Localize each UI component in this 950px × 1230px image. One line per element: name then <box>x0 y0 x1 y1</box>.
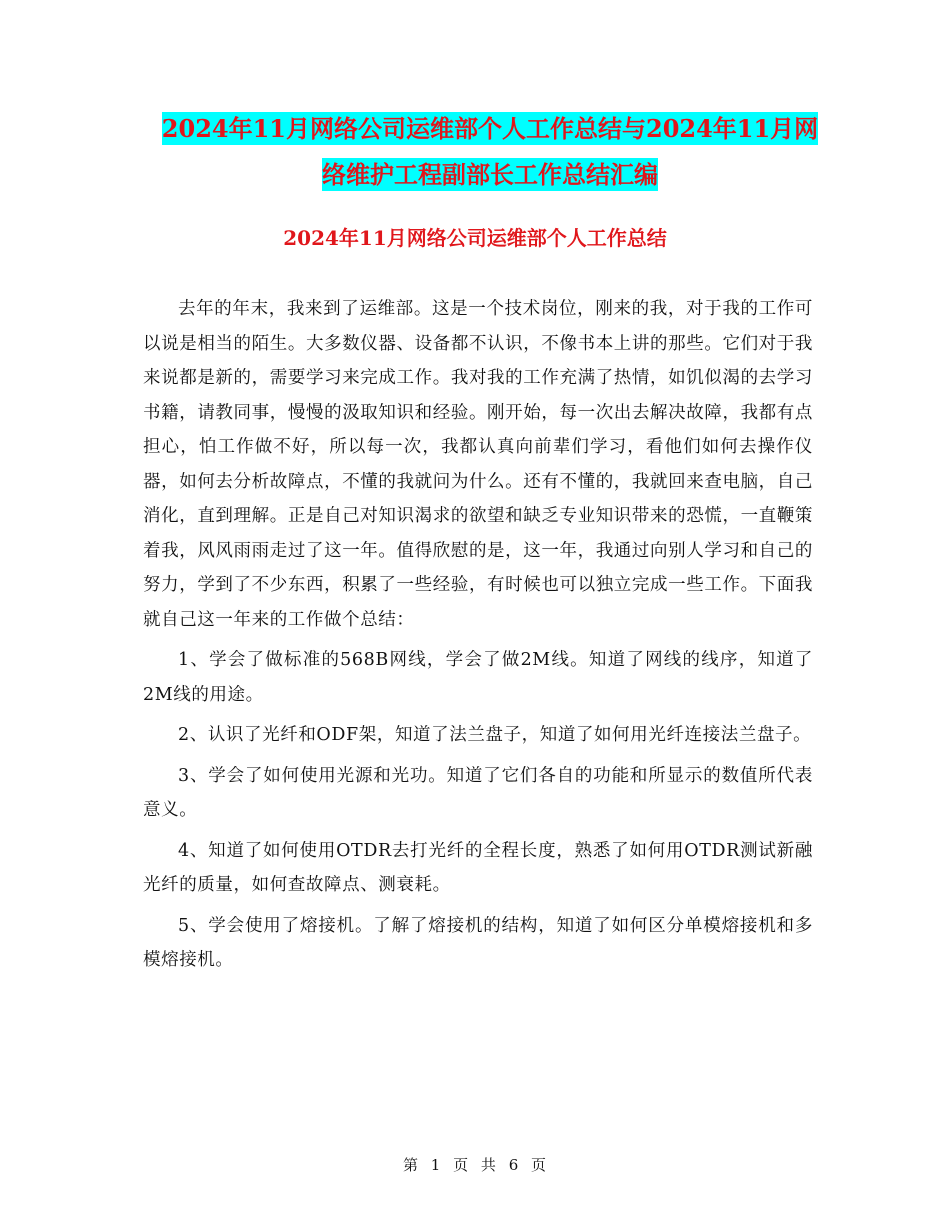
section-title: 2024年11月网络公司运维部个人工作总结 <box>283 226 667 250</box>
list-item: 4、知道了如何使用OTDR去打光纤的全程长度，熟悉了如何用OTDR测试新融光纤的质量，如何查故障点、测衰耗。 <box>143 840 813 895</box>
list-item: 5、学会使用了熔接机。了解了熔接机的结构，知道了如何区分单模熔接机和多模熔接机。 <box>143 915 813 970</box>
intro-paragraph: 去年的年末，我来到了运维部。这是一个技术岗位，刚来的我，对于我的工作可以说是相当的陌生。大多数仪器、设备都不认识，不像书本上讲的那些。它们对于我来说都是新的，需要学习来完成工作。我对我的工作充满了热情，如饥似渴的去学习书籍，请教同事，慢慢的汲取知识和经验。刚开始，每一次出去解决故障，我都有点担心，怕工作做不好，所以每一次，我都认真向前辈们学习，看他们如何去操作仪器，如何去分析故障点，不懂的我就问为什么。还有不懂的，我就回来查电脑，自己消化，直到理解。正是自己对知识渴求的欲望和缺乏专业知识带来的恐慌，一直鞭策着我，风风雨雨走过了这一年。值得欣慰的是，这一年，我通过向别人学习和自己的努力，学到了不少东西，积累了一些经验，有时候也可以独立完成一些工作。下面我就自己这一年来的工作做个总结： <box>143 299 813 630</box>
footer-total-prefix: 共 <box>480 1156 497 1174</box>
document-body <box>143 292 813 978</box>
document-title <box>150 106 830 198</box>
footer-total-pages: 6 <box>508 1156 520 1174</box>
footer-page-label: 页 <box>453 1156 470 1174</box>
page-footer <box>0 1154 950 1175</box>
footer-prefix: 第 <box>402 1156 419 1174</box>
list-item: 2、认识了光纤和ODF架，知道了法兰盘子，知道了如何用光纤连接法兰盘子。 <box>178 725 812 745</box>
list-item: 3、学会了如何使用光源和光功。知道了它们各自的功能和所显示的数值所代表意义。 <box>143 765 813 820</box>
footer-suffix: 页 <box>531 1156 548 1174</box>
document-title-text: 2024年11月网络公司运维部个人工作总结与2024年11月网络维护工程副部长工作总结汇编 <box>161 114 819 189</box>
footer-current-page: 1 <box>430 1156 442 1174</box>
list-item: 1、学会了做标准的568B网线，学会了做2M线。知道了网线的线序，知道了2M线的用途。 <box>143 650 813 705</box>
